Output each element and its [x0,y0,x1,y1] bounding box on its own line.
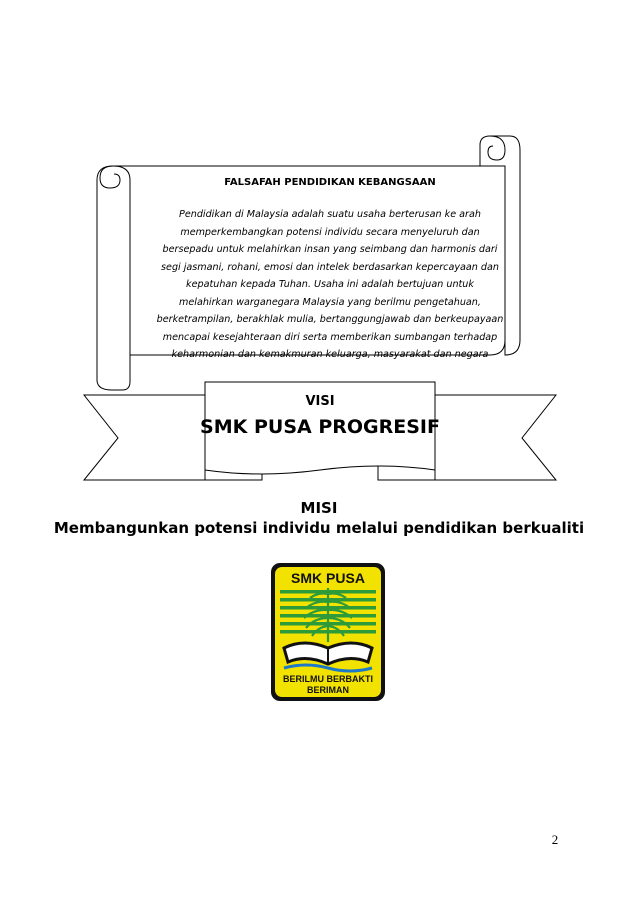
visi-label: VISI [305,394,335,409]
scroll-line: kepatuhan kepada Tuhan. Usaha ini adalah bertujuan untuk [186,279,474,290]
scroll-line: keharmonian dan kemakmuran keluarga, masyarakat dan negara [171,349,489,360]
scroll-line: memperkembangkan potensi individu secara menyeluruh dan [180,226,480,238]
school-logo [270,562,386,702]
scroll-line: berketrampilan, berakhlak mulia, bertanggungjawab dan berkeupayaan [156,314,504,325]
scroll-line: segi jasmani, rohani, emosi dan intelek berdasarkan kepercayaan dan [161,261,499,273]
scroll-title: FALSAFAH PENDIDIKAN KEBANGSAAN [224,177,436,188]
misi-label: MISI [300,499,338,517]
logo-motto-line2: BERIMAN [307,685,349,695]
scroll-line: mencapai kesejahteraan diri serta memberikan sumbangan terhadap [162,331,498,343]
scroll-line: Pendidikan di Malaysia adalah suatu usaha berterusan ke arah [179,209,481,220]
scroll-line: bersepadu untuk melahirkan insan yang seimbang dan harmonis dari [162,244,498,255]
logo-motto-line1: BERILMU BERBAKTI [283,674,373,684]
scroll-line: melahirkan warganegara Malaysia yang berilmu pengetahuan, [179,296,481,308]
misi-text: Membangunkan potensi individu melalui pendidikan berkualiti [53,519,585,537]
visi-text: SMK PUSA PROGRESIF [200,416,440,438]
scroll-paragraph [140,206,520,364]
logo-top-text: SMK PUSA [291,570,365,586]
page-number: 2 [551,832,559,847]
